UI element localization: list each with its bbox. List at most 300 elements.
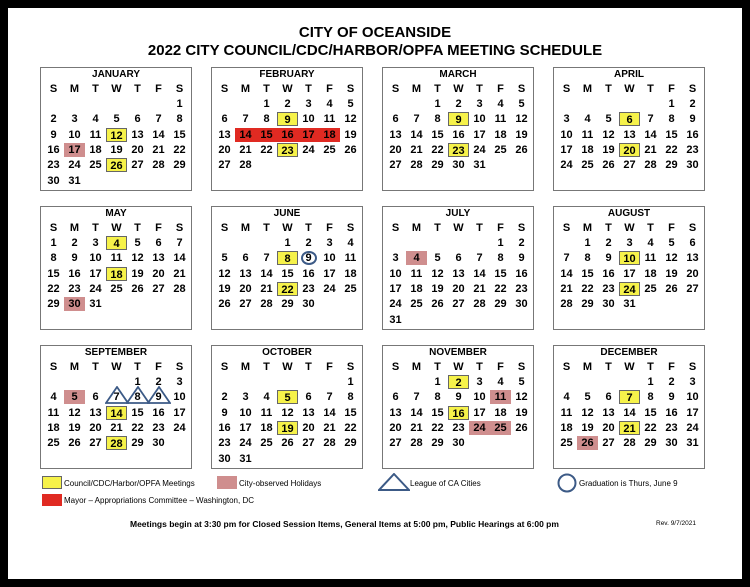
day: 7 xyxy=(113,391,120,404)
day: 10 xyxy=(560,128,573,141)
month-name: DECEMBER xyxy=(600,347,658,358)
day: 10 xyxy=(68,128,81,141)
day: 28 xyxy=(152,159,165,172)
day: 14 xyxy=(560,267,573,280)
day: 30 xyxy=(515,298,528,311)
council-meeting-day: 23 xyxy=(448,143,469,157)
weekday-header: M xyxy=(582,222,593,234)
day: 22 xyxy=(644,421,657,434)
month-name: JUNE xyxy=(273,208,301,219)
day: 24 xyxy=(173,421,186,434)
day: 13 xyxy=(389,128,402,141)
day: 28 xyxy=(260,298,273,311)
legend-graduation-circle-icon xyxy=(557,473,577,493)
day: 14 xyxy=(473,267,486,280)
weekday-header: T xyxy=(605,361,612,373)
day: 28 xyxy=(173,282,186,295)
day: 29 xyxy=(344,437,357,450)
month-name: MARCH xyxy=(439,69,477,80)
day: 29 xyxy=(131,437,144,450)
council-meeting-day: 23 xyxy=(277,143,298,157)
day: 27 xyxy=(389,437,402,450)
day: 13 xyxy=(152,252,165,265)
meeting-times-note: Meetings begin at 3:30 pm for Closed Session Items, General Items at 5:00 pm, Public Hearings at 6:00 pm xyxy=(130,519,559,529)
day: 1 xyxy=(497,237,504,249)
holiday-day: 24 xyxy=(469,421,490,435)
day: 13 xyxy=(239,267,252,280)
day: 20 xyxy=(302,421,315,434)
day: 30 xyxy=(47,174,60,187)
day: 22 xyxy=(47,282,60,295)
day: 19 xyxy=(68,421,81,434)
month-june xyxy=(211,206,363,330)
weekday-header: W xyxy=(453,222,464,234)
day: 10 xyxy=(89,252,102,265)
day: 3 xyxy=(476,98,483,110)
day: 9 xyxy=(455,391,462,404)
day: 1 xyxy=(263,98,270,110)
weekday-header: S xyxy=(391,83,400,95)
day: 8 xyxy=(176,113,183,126)
day: 28 xyxy=(644,159,657,172)
day: 13 xyxy=(89,406,102,419)
day: 5 xyxy=(134,237,141,249)
month-february xyxy=(211,67,363,191)
day: 28 xyxy=(323,437,336,450)
holiday-day: 11 xyxy=(490,390,511,404)
day: 3 xyxy=(242,391,249,404)
day: 30 xyxy=(152,437,165,450)
day: 19 xyxy=(581,421,594,434)
day: 27 xyxy=(152,282,165,295)
day: 21 xyxy=(560,282,573,295)
day: 30 xyxy=(452,159,465,172)
council-meeting-day: 20 xyxy=(619,143,640,157)
council-meeting-day: 22 xyxy=(277,282,298,296)
day: 20 xyxy=(452,282,465,295)
day: 23 xyxy=(665,421,678,434)
day: 30 xyxy=(452,437,465,450)
weekday-header: S xyxy=(517,361,526,373)
day: 9 xyxy=(668,391,675,404)
day: 12 xyxy=(131,252,144,265)
weekday-header: W xyxy=(453,83,464,95)
day: 18 xyxy=(47,421,60,434)
day: 13 xyxy=(218,128,231,141)
day: 29 xyxy=(431,159,444,172)
day: 9 xyxy=(221,406,228,419)
day: 2 xyxy=(71,237,78,249)
day: 12 xyxy=(344,113,357,126)
day: 11 xyxy=(410,267,423,280)
day: 11 xyxy=(260,406,273,419)
weekday-header: M xyxy=(411,83,422,95)
day: 23 xyxy=(515,282,528,295)
day: 25 xyxy=(560,437,573,450)
weekday-header: T xyxy=(605,222,612,234)
weekday-header: T xyxy=(647,361,654,373)
day: 26 xyxy=(218,298,231,311)
holiday-day: 26 xyxy=(577,436,598,450)
day: 5 xyxy=(518,98,525,110)
weekday-header: T xyxy=(647,83,654,95)
weekday-header: T xyxy=(134,361,141,373)
day: 3 xyxy=(92,237,99,249)
day: 22 xyxy=(494,282,507,295)
weekday-header: M xyxy=(411,222,422,234)
day: 3 xyxy=(326,237,333,249)
weekday-header: T xyxy=(434,222,441,234)
day: 26 xyxy=(344,143,357,156)
holiday-day: 30 xyxy=(64,297,85,311)
council-meeting-day: 6 xyxy=(619,112,640,126)
day: 11 xyxy=(581,128,594,141)
day: 24 xyxy=(686,421,699,434)
day: 8 xyxy=(497,252,504,265)
weekday-header: W xyxy=(282,222,293,234)
mayor-day: 17 xyxy=(298,128,319,142)
day: 18 xyxy=(260,421,273,434)
day: 4 xyxy=(497,376,504,388)
month-name: FEBRUARY xyxy=(259,69,315,80)
council-meeting-day: 18 xyxy=(106,267,127,281)
day: 30 xyxy=(665,437,678,450)
legend-holiday-swatch xyxy=(217,476,237,489)
day: 3 xyxy=(476,376,483,388)
weekday-header: M xyxy=(240,361,251,373)
day: 15 xyxy=(344,406,357,419)
day: 15 xyxy=(173,128,186,141)
legend-mayor-swatch xyxy=(42,494,62,506)
day: 7 xyxy=(413,391,420,404)
weekday-header: S xyxy=(220,83,229,95)
day: 2 xyxy=(284,98,291,110)
day: 12 xyxy=(218,267,231,280)
day: 8 xyxy=(263,113,270,126)
day: 4 xyxy=(263,391,270,404)
day: 19 xyxy=(110,143,123,156)
day: 22 xyxy=(260,143,273,156)
day: 19 xyxy=(218,282,231,295)
day: 23 xyxy=(302,282,315,295)
day: 22 xyxy=(131,421,144,434)
day: 14 xyxy=(410,128,423,141)
day: 16 xyxy=(152,406,165,419)
day: 25 xyxy=(260,437,273,450)
day: 27 xyxy=(686,282,699,295)
day: 13 xyxy=(623,128,636,141)
day: 18 xyxy=(89,143,102,156)
weekday-header: S xyxy=(688,361,697,373)
day: 22 xyxy=(173,143,186,156)
day: 25 xyxy=(494,143,507,156)
day: 27 xyxy=(302,437,315,450)
day: 17 xyxy=(173,406,186,419)
day: 6 xyxy=(155,237,162,249)
weekday-header: F xyxy=(668,222,675,234)
day: 4 xyxy=(584,113,591,126)
day: 2 xyxy=(668,376,675,388)
day: 10 xyxy=(389,267,402,280)
day: 25 xyxy=(344,282,357,295)
council-meeting-day: 2 xyxy=(448,375,469,389)
day: 4 xyxy=(92,113,99,126)
day: 20 xyxy=(152,267,165,280)
day: 8 xyxy=(50,252,57,265)
day: 5 xyxy=(605,113,612,126)
weekday-header: S xyxy=(517,222,526,234)
day: 6 xyxy=(392,113,399,126)
day: 23 xyxy=(68,282,81,295)
weekday-header: F xyxy=(155,222,162,234)
day: 18 xyxy=(410,282,423,295)
day: 26 xyxy=(68,437,81,450)
weekday-header: F xyxy=(497,222,504,234)
mayor-day: 16 xyxy=(277,128,298,142)
day: 17 xyxy=(323,267,336,280)
weekday-header: W xyxy=(111,222,122,234)
day: 16 xyxy=(47,143,60,156)
day: 12 xyxy=(281,406,294,419)
day: 8 xyxy=(584,252,591,265)
month-name: AUGUST xyxy=(607,208,651,219)
day: 7 xyxy=(413,113,420,126)
day: 16 xyxy=(452,128,465,141)
day: 21 xyxy=(410,421,423,434)
day: 4 xyxy=(563,391,570,404)
day: 13 xyxy=(389,406,402,419)
day: 5 xyxy=(113,113,120,126)
day: 5 xyxy=(221,252,228,265)
legend-league-triangle-icon xyxy=(378,473,410,491)
day: 29 xyxy=(665,159,678,172)
day: 16 xyxy=(665,406,678,419)
day: 15 xyxy=(281,267,294,280)
weekday-header: M xyxy=(240,83,251,95)
day: 18 xyxy=(494,406,507,419)
day: 4 xyxy=(647,237,654,249)
day: 2 xyxy=(605,237,612,249)
council-meeting-day: 9 xyxy=(277,112,298,126)
mayor-day: 18 xyxy=(319,128,340,142)
day: 11 xyxy=(110,252,123,265)
day: 14 xyxy=(323,406,336,419)
day: 5 xyxy=(584,391,591,404)
day: 19 xyxy=(515,128,528,141)
council-meeting-day: 28 xyxy=(106,436,127,450)
weekday-header: W xyxy=(624,222,635,234)
weekday-header: F xyxy=(326,222,333,234)
day: 19 xyxy=(602,143,615,156)
day: 11 xyxy=(560,406,573,419)
day: 12 xyxy=(581,406,594,419)
weekday-header: S xyxy=(517,83,526,95)
day: 25 xyxy=(110,282,123,295)
day: 19 xyxy=(131,267,144,280)
weekday-header: T xyxy=(434,361,441,373)
day: 23 xyxy=(686,143,699,156)
weekday-header: T xyxy=(605,83,612,95)
day: 12 xyxy=(68,406,81,419)
day: 25 xyxy=(644,282,657,295)
weekday-header: S xyxy=(49,83,58,95)
council-meeting-day: 8 xyxy=(277,251,298,265)
day: 11 xyxy=(47,406,60,419)
day: 3 xyxy=(71,113,78,126)
legend-mayor-label: Mayor – Appropriations Committee – Washington, DC xyxy=(64,496,255,505)
day: 28 xyxy=(560,298,573,311)
legend-league-label: League of CA Cities xyxy=(410,479,481,488)
day: 1 xyxy=(134,376,141,388)
council-meeting-day: 16 xyxy=(448,406,469,420)
day: 22 xyxy=(431,143,444,156)
weekday-header: W xyxy=(282,361,293,373)
weekday-header: S xyxy=(220,361,229,373)
council-meeting-day: 24 xyxy=(619,282,640,296)
day: 27 xyxy=(89,437,102,450)
day: 25 xyxy=(410,298,423,311)
day: 14 xyxy=(260,267,273,280)
day: 26 xyxy=(431,298,444,311)
day: 7 xyxy=(563,252,570,265)
council-meeting-day: 19 xyxy=(277,421,298,435)
weekday-header: S xyxy=(220,222,229,234)
day: 20 xyxy=(389,143,402,156)
day: 13 xyxy=(452,267,465,280)
day: 25 xyxy=(47,437,60,450)
day: 24 xyxy=(323,282,336,295)
day: 7 xyxy=(242,113,249,126)
weekday-header: S xyxy=(562,83,571,95)
day: 10 xyxy=(686,391,699,404)
day: 10 xyxy=(473,113,486,126)
day: 8 xyxy=(434,113,441,126)
day: 30 xyxy=(302,298,315,311)
day: 30 xyxy=(686,159,699,172)
day: 5 xyxy=(347,98,354,110)
day: 6 xyxy=(689,237,696,249)
day: 9 xyxy=(71,252,78,265)
day: 18 xyxy=(494,128,507,141)
day: 18 xyxy=(560,421,573,434)
day: 12 xyxy=(602,128,615,141)
day: 7 xyxy=(476,252,483,265)
day: 6 xyxy=(134,113,141,126)
day: 26 xyxy=(665,282,678,295)
weekday-header: F xyxy=(497,83,504,95)
weekday-header: S xyxy=(49,222,58,234)
day: 2 xyxy=(50,113,57,126)
day: 14 xyxy=(623,406,636,419)
month-name: MAY xyxy=(105,208,127,219)
holiday-day: 4 xyxy=(406,251,427,265)
council-meeting-day: 4 xyxy=(106,236,127,250)
weekday-header: T xyxy=(263,361,270,373)
day: 2 xyxy=(221,391,228,404)
weekday-header: T xyxy=(434,83,441,95)
day: 24 xyxy=(239,437,252,450)
weekday-header: S xyxy=(175,222,184,234)
schedule-sheet xyxy=(8,8,742,579)
day: 9 xyxy=(155,391,162,404)
day: 31 xyxy=(389,313,402,326)
weekday-header: S xyxy=(175,83,184,95)
day: 22 xyxy=(431,421,444,434)
month-name: OCTOBER xyxy=(262,347,312,358)
day: 21 xyxy=(260,282,273,295)
day: 1 xyxy=(347,376,354,388)
day: 2 xyxy=(455,98,462,110)
day: 17 xyxy=(89,267,102,280)
weekday-header: M xyxy=(69,222,80,234)
day: 1 xyxy=(647,376,654,388)
day: 6 xyxy=(92,391,99,404)
legend-council-label: Council/CDC/Harbor/OPFA Meetings xyxy=(64,479,195,488)
day: 10 xyxy=(323,252,336,265)
day: 21 xyxy=(152,143,165,156)
month-july xyxy=(382,206,534,330)
legend-council-swatch xyxy=(42,476,62,489)
day: 16 xyxy=(515,267,528,280)
month-august xyxy=(553,206,705,330)
day: 1 xyxy=(434,98,441,110)
revision-date: Rev. 9/7/2021 xyxy=(656,520,696,527)
day: 19 xyxy=(515,406,528,419)
day: 25 xyxy=(89,159,102,172)
weekday-header: T xyxy=(134,222,141,234)
day: 3 xyxy=(689,376,696,388)
month-october xyxy=(211,345,363,469)
council-meeting-day: 14 xyxy=(106,406,127,420)
day: 11 xyxy=(494,113,507,126)
day: 17 xyxy=(623,267,636,280)
weekday-header: T xyxy=(476,361,483,373)
day: 23 xyxy=(218,437,231,450)
day: 7 xyxy=(647,113,654,126)
day: 1 xyxy=(434,376,441,388)
council-meeting-day: 9 xyxy=(448,112,469,126)
day: 13 xyxy=(602,406,615,419)
day: 22 xyxy=(344,421,357,434)
day: 21 xyxy=(173,267,186,280)
day: 6 xyxy=(455,252,462,265)
weekday-header: F xyxy=(155,83,162,95)
day: 17 xyxy=(473,406,486,419)
weekday-header: F xyxy=(326,83,333,95)
day: 27 xyxy=(623,159,636,172)
day: 10 xyxy=(302,113,315,126)
day: 6 xyxy=(605,391,612,404)
day: 28 xyxy=(473,298,486,311)
day: 14 xyxy=(173,252,186,265)
month-name: SEPTEMBER xyxy=(84,347,148,358)
day: 16 xyxy=(602,267,615,280)
day: 16 xyxy=(302,267,315,280)
day: 26 xyxy=(602,159,615,172)
day: 4 xyxy=(326,98,333,110)
day: 31 xyxy=(68,174,81,187)
day: 14 xyxy=(644,128,657,141)
day: 4 xyxy=(50,391,57,404)
day: 29 xyxy=(431,437,444,450)
day: 2 xyxy=(689,98,696,110)
weekday-header: M xyxy=(69,83,80,95)
day: 1 xyxy=(284,237,291,249)
weekday-header: T xyxy=(134,83,141,95)
day: 24 xyxy=(560,159,573,172)
day: 15 xyxy=(665,128,678,141)
day: 24 xyxy=(68,159,81,172)
